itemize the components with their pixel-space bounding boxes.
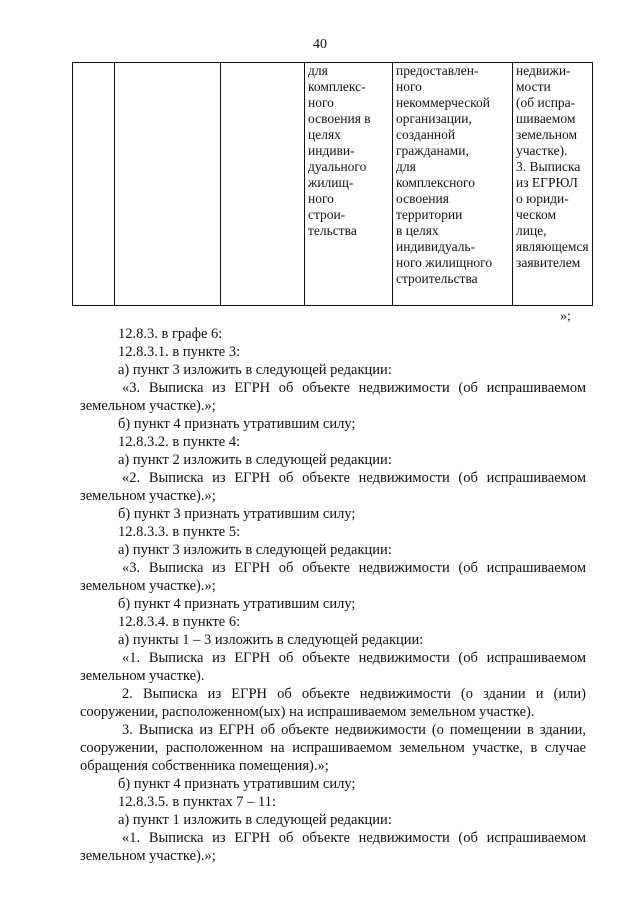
text-line: б) пункт 4 признать утратившим силу; xyxy=(118,416,356,432)
text-line: 12.8.3. в графе 6: xyxy=(118,326,223,342)
cell-text-purpose: для комплекс- ного освоения в целях индиви- дуального жилищ- ного строи- тельства xyxy=(308,63,371,238)
table-cell-4 xyxy=(305,63,393,306)
text-line: 12.8.3.2. в пункте 4: xyxy=(118,434,241,450)
text-line: обращения собственника помещения).»; xyxy=(80,758,329,774)
text-line: 12.8.3.4. в пункте 6: xyxy=(118,614,241,630)
text-line: «3. Выписка из ЕГРН об объекте недвижимости (об испрашиваемом xyxy=(122,560,586,576)
text-line: «1. Выписка из ЕГРН об объекте недвижимости (об испрашиваемом xyxy=(122,650,586,666)
text-line: 2. Выписка из ЕГРН об объекте недвижимости (о здании и (или) xyxy=(122,686,586,702)
text-line: а) пункт 1 изложить в следующей редакции: xyxy=(118,812,392,828)
text-line: «1. Выписка из ЕГРН об объекте недвижимости (об испрашиваемом xyxy=(122,830,586,846)
text-line: 12.8.3.5. в пунктах 7 – 11: xyxy=(118,794,277,810)
text-line: земельном участке).»; xyxy=(80,398,216,414)
table-cell-2 xyxy=(115,63,221,306)
text-line: земельном участке).»; xyxy=(80,488,216,504)
text-line: 3. Выписка из ЕГРН об объекте недвижимости (о помещении в здании, xyxy=(122,722,586,738)
text-line: «3. Выписка из ЕГРН об объекте недвижимости (об испрашиваемом xyxy=(122,380,586,396)
document-body xyxy=(80,325,586,865)
text-line: а) пункты 1 – 3 изложить в следующей редакции: xyxy=(118,632,424,648)
text-line: земельном участке).»; xyxy=(80,848,216,864)
continuation-table xyxy=(72,62,593,306)
text-line: 12.8.3.3. в пункте 5: xyxy=(118,524,241,540)
table-cell-3 xyxy=(221,63,305,306)
text-line: сооружении, расположенном на испрашиваемом земельном участке, в случае xyxy=(80,740,586,756)
text-line: 12.8.3.1. в пункте 3: xyxy=(118,344,241,360)
text-line: земельном участке). xyxy=(80,668,205,684)
text-line: а) пункт 3 изложить в следующей редакции: xyxy=(118,362,392,378)
table-cell-1 xyxy=(73,63,115,306)
text-line: б) пункт 4 признать утратившим силу; xyxy=(118,776,356,792)
text-line: б) пункт 3 признать утратившим силу; xyxy=(118,506,356,522)
text-line: б) пункт 4 признать утратившим силу; xyxy=(118,596,356,612)
text-line: а) пункт 2 изложить в следующей редакции: xyxy=(118,452,392,468)
text-line: а) пункт 3 изложить в следующей редакции: xyxy=(118,542,392,558)
closing-quote-mark: »; xyxy=(560,309,571,324)
table-cell-5 xyxy=(393,63,513,306)
table-row xyxy=(73,63,593,306)
table-cell-6 xyxy=(513,63,593,306)
cell-text-documents: недвижи- мости (об испра- шиваемом земельном участке). 3. Выписка из ЕГРЮЛ о юриди- ческом лице, являющемся заявителем xyxy=(516,63,589,270)
text-line: «2. Выписка из ЕГРН об объекте недвижимости (об испрашиваемом xyxy=(122,470,586,486)
page-number: 40 xyxy=(313,37,327,52)
cell-text-organization: предоставлен- ного некоммерческой организации, созданной гражданами, для комплексного освоения территории в целях индивидуаль- ного жилищного строительства xyxy=(396,63,493,286)
text-line: сооружении, расположенном(ых) на испрашиваемом земельном участке). xyxy=(80,704,535,720)
text-line: земельном участке).»; xyxy=(80,578,216,594)
